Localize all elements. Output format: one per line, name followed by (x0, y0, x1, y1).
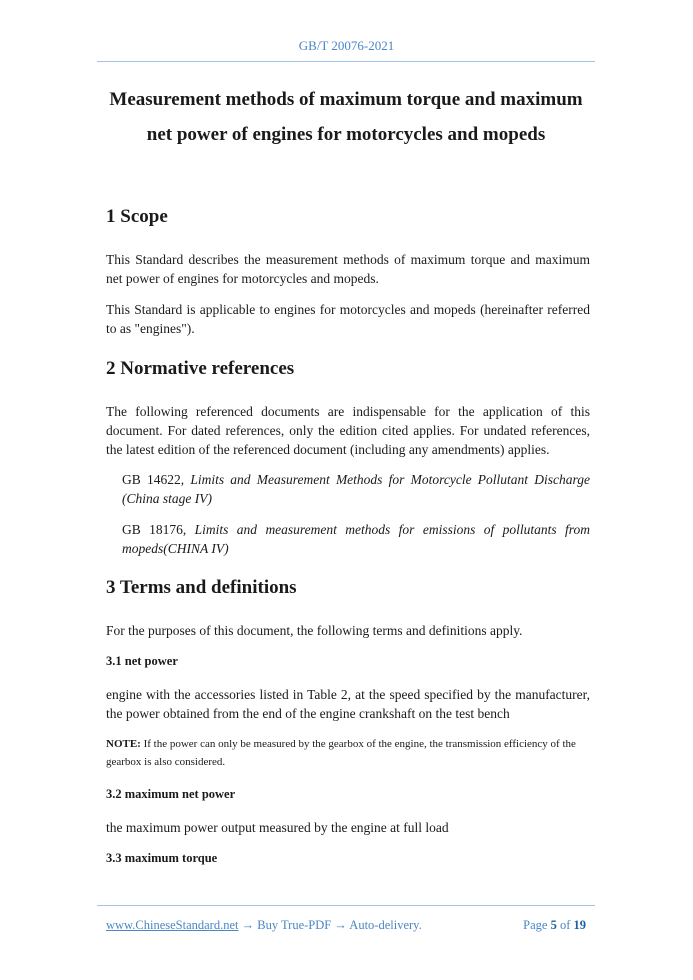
footer-promo-text: → Buy True-PDF → Auto-delivery. (238, 918, 422, 932)
reference-code: GB 14622, (122, 472, 191, 487)
note-text: If the power can only be measured by the gearbox of the engine, the transmission efficiency of the gearbox is also considered. (106, 738, 576, 768)
note-label: NOTE: (106, 738, 141, 750)
footer-divider (97, 905, 595, 906)
page-label: Page (523, 918, 551, 932)
reference-item (122, 470, 590, 508)
terms-intro: For the purposes of this document, the following terms and definitions apply. (106, 623, 523, 638)
section-heading-normative: 2 Normative references (106, 358, 295, 379)
scope-paragraph-1: This Standard describes the measurement methods of maximum torque and maximum net power of engines for motorcycles and mopeds. (106, 252, 590, 286)
of-label: of (556, 918, 574, 932)
title-line-2: net power of engines for motorcycles and mopeds (146, 124, 546, 145)
term-heading-maximum-net-power: 3.2 maximum net power (106, 787, 236, 801)
normative-paragraph: The following referenced documents are indispensable for the application of this document. For dated references, only the edition cited applies. For undated references, the latest edition of the referenced document (including any amendments) applies. (106, 404, 590, 457)
reference-item (122, 520, 590, 558)
section-heading-terms: 3 Terms and definitions (106, 577, 297, 598)
term-definition-net-power: engine with the accessories listed in Table 2, at the speed specified by the manufacturer, the power obtained from the end of the engine crankshaft on the test bench (106, 687, 590, 721)
scope-paragraph-2: This Standard is applicable to engines for motorcycles and mopeds (hereinafter referred to as "engines"). (106, 302, 590, 336)
note (106, 735, 590, 771)
page-indicator (523, 918, 586, 933)
section-heading-scope: 1 Scope (106, 206, 168, 227)
reference-title: Limits and Measurement Methods for Motorcycle Pollutant Discharge (China stage IV) (122, 472, 590, 506)
header-divider (97, 61, 595, 62)
reference-code: GB 18176, (122, 522, 195, 537)
page-total: 19 (573, 918, 586, 932)
reference-title: Limits and measurement methods for emissions of pollutants from mopeds(CHINA IV) (122, 522, 590, 556)
document-code: GB/T 20076-2021 (298, 38, 395, 53)
term-heading-maximum-torque: 3.3 maximum torque (106, 851, 218, 865)
page-footer (106, 918, 586, 933)
document-title (97, 82, 595, 152)
website-link[interactable]: www.ChineseStandard.net (106, 918, 239, 932)
page-number: 5 (550, 918, 557, 932)
title-line-1: Measurement methods of maximum torque and maximum (109, 89, 583, 110)
term-definition-maximum-net-power: the maximum power output measured by the engine at full load (106, 820, 449, 835)
term-heading-net-power: 3.1 net power (106, 654, 178, 668)
